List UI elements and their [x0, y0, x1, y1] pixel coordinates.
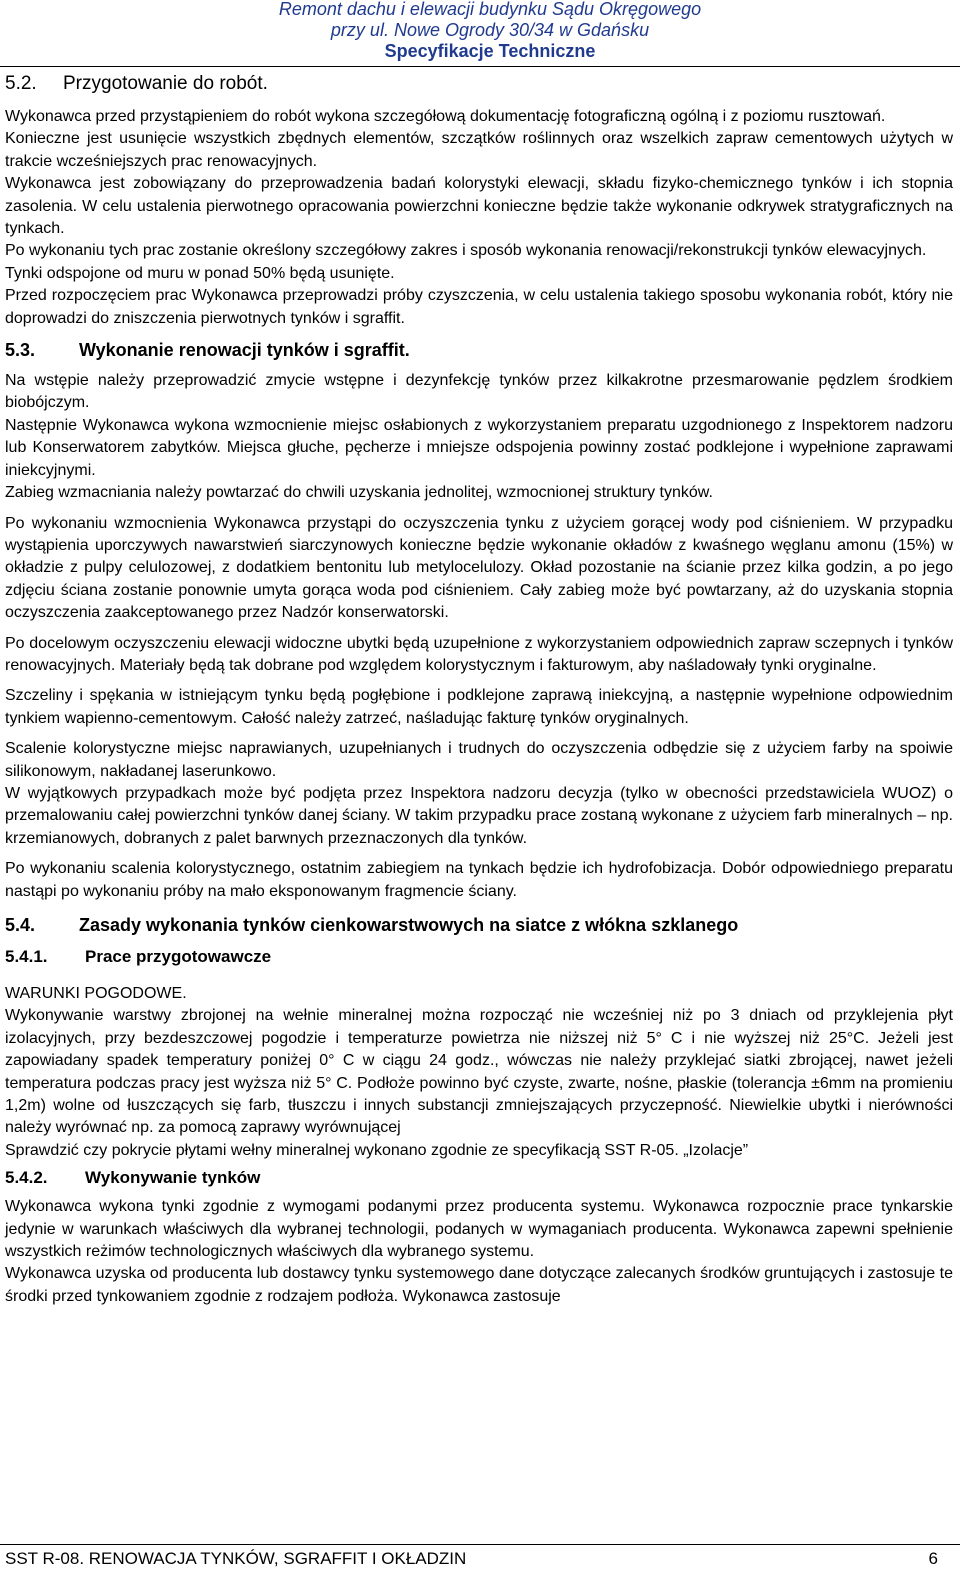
paragraph: Następnie Wykonawca wykona wzmocnienie miejsc osłabionych z wykorzystaniem preparatu uzgodnionego z Inspektorem nadzoru lub Konserwatorem zabytków. Miejsca głuche, pęcherze i mniejsze odspojenia powinny zostać podklejone i wypełnione zaprawami iniekcyjnymi. — [5, 416, 953, 479]
section-heading-5-2 — [5, 72, 953, 96]
page-number: 6 — [928, 1549, 938, 1568]
footer-title: SST R-08. RENOWACJA TYNKÓW, SGRAFFIT I OKŁADZIN — [5, 1549, 467, 1568]
section-title: Zasady wykonania tynków cienkowarstwowych na siatce z włókna szklanego — [79, 915, 739, 935]
section-heading-5-3 — [5, 338, 953, 362]
document-body — [5, 70, 953, 1308]
paragraph: Konieczne jest usunięcie wszystkich zbędnych elementów, szczątków roślinnych oraz wszelkich zapraw cementowych użytych w trakcie wcześniejszych prac renowacyjnych. — [5, 130, 953, 170]
section-heading-5-4-2 — [5, 1166, 953, 1190]
paragraph: Wykonawca przed przystąpieniem do robót wykona szczegółową dokumentację fotograficzną ogólną i z poziomu rusztowań. — [5, 108, 886, 125]
section-number: 5.4.1. — [5, 947, 48, 966]
header-line-3: Specyfikacje Techniczne — [384, 41, 596, 61]
page-header — [0, 0, 960, 67]
paragraph: Po docelowym oczyszczeniu elewacji widoczne ubytki będą uzupełnione z wykorzystaniem odpowiednich zapraw sczepnych i tynków renowacyjnych. Materiały będą tak dobrane pod względem kolorystycznym i fakturowym, aby naśladowały tynki oryginalne. — [5, 634, 953, 674]
paragraph: Wykonawca jest zobowiązany do przeprowadzenia badań kolorystyki elewacji, składu fizyko-chemicznego tynków i ich stopnia zasolenia. W celu ustalenia pierwotnego opracowania powierzchni konieczne będzie także wykonanie odkrywek stratygraficznych na tynkach. — [5, 175, 953, 238]
paragraph: Tynki odspojone od muru w ponad 50% będą usunięte. — [5, 264, 395, 282]
paragraph: Wykonawca uzyska od producenta lub dostawcy tynku systemowego dane dotyczące zalecanych środków gruntujących i zastosuje te środki przed tynkowaniem zgodnie z rodzajem podłoża. Wykonawca zastosuje — [5, 1265, 953, 1305]
section-title: Wykonywanie tynków — [85, 1168, 261, 1188]
section-title: Prace przygotowawcze — [85, 947, 272, 966]
page-footer — [0, 1544, 960, 1575]
section-title: Przygotowanie do robót. — [63, 73, 268, 94]
paragraph: Na wstępie należy przeprowadzić zmycie wstępne i dezynfekcję tynków przez kilkakrotne przesmarowanie pędzlem środkiem biobójczym. — [5, 372, 953, 412]
section-number: 5.4.2. — [5, 1168, 48, 1188]
paragraph: Zabieg wzmacniania należy powtarzać do chwili uzyskania jednolitej, wzmocnionej struktury tynków. — [5, 484, 713, 502]
header-line-1: Remont dachu i elewacji budynku Sądu Okręgowego — [278, 0, 702, 19]
paragraph: Szczeliny i spękania w istniejącym tynku będą pogłębione i podklejone zaprawą iniekcyjną, a następnie wypełnione odpowiednim tynkiem wapienno-cementowym. Całość należy zatrzeć, naśladując fakturę tynków oryginalnych. — [5, 687, 953, 727]
section-number: 5.4. — [5, 915, 36, 935]
section-heading-5-4-1 — [5, 945, 953, 969]
paragraph: Sprawdzić czy pokrycie płytami wełny mineralnej wykonano zgodnie ze specyfikacją SST R-05. „Izolacje” — [5, 1141, 749, 1159]
paragraph: Przed rozpoczęciem prac Wykonawca przeprowadzi próby czyszczenia, w celu ustalenia takiego sposobu wykonania robót, który nie doprowadzi do zniszczenia pierwotnych tynków i sgraffit. — [5, 287, 953, 327]
paragraph: Po wykonaniu wzmocnienia Wykonawca przystąpi do oczyszczenia tynku z użyciem gorącej wody pod ciśnieniem. W przypadku wystąpienia uporczywych nawarstwień siarczynowych konieczne będzie wykonanie okładów z kwaśnego węglanu amonu (15%) w okładzie z pulpy celulozowej, z dodatkiem bentonitu lub metylocelulozy. Okład pozostanie na ścianie przez kilka godzin, a po jego zdjęciu ściana zostanie ponownie umyta gorąca woda pod ciśnieniem. Cały zabieg może być powtarzany, aż do uzyskania stopnia oczyszczenia zaakceptowanego przez Nadzór konserwatorski. — [5, 514, 953, 622]
section-number: 5.3. — [5, 340, 36, 361]
paragraph: Po wykonaniu tych prac zostanie określony szczegółowy zakres i sposób wykonania renowacji/rekonstrukcji tynków elewacyjnych. — [5, 242, 927, 260]
section-heading-5-4 — [5, 913, 953, 937]
paragraph: Scalenie kolorystyczne miejsc naprawianych, uzupełnianych i trudnych do oczyszczenia odbędzie się z użyciem farby na spoiwie silikonowym, nakładanej laserunkowo. — [5, 740, 953, 780]
paragraph: WARUNKI POGODOWE. — [5, 985, 187, 1002]
paragraph: W wyjątkowych przypadkach może być podjęta przez Inspektora nadzoru decyzja (tylko w obecności przedstawiciela WUOZ) o przemalowaniu całej powierzchni tynków danej ściany. W takim przypadku prace zostaną wykonane z użyciem farb mineralnych – np. krzemianowych, dobranych z palet barwnych przeznaczonych dla tynków. — [5, 784, 953, 847]
section-number: 5.2. — [5, 73, 37, 94]
paragraph: Wykonawca wykona tynki zgodnie z wymogami podanymi przez producenta systemu. Wykonawca rozpocznie prace tynkarskie jedynie w warunkach właściwych dla wybranej technologii, podanych w wymaganiach producenta. Wykonawca zapewni spełnienie wszystkich reżimów technologicznych właściwych dla wybranego systemu. — [5, 1198, 953, 1261]
header-line-2: przy ul. Nowe Ogrody 30/34 w Gdańsku — [330, 20, 650, 40]
paragraph: Wykonywanie warstwy zbrojonej na wełnie mineralnej można rozpocząć nie wcześniej niż po 3 dniach od przyklejenia płyt izolacyjnych, przy bezdeszczowej pogodzie i temperaturze powietrza nie niższej niż 5° C i nie wyższej niż 25°C. Jeżeli jest zapowiadany spadek temperatury poniżej 0° C w ciągu 24 godz., wówczas nie należy przyklejać siatki zbrojącej, nawet jeżeli temperatura podczas pracy jest wyższa niż 5° C. Podłoże powinno być czyste, zwarte, nośne, płaskie (tolerancja ±6mm na promieniu 1,2m) wolne od łuszczących się farb, tłuszczu i innych substancji zmniejszających przyczepność. Niewielkie ubytki i nierówności należy wyrównać np. za pomocą zaprawy wyrównującej — [5, 1007, 953, 1137]
section-title: Wykonanie renowacji tynków i sgraffit. — [79, 340, 410, 361]
paragraph: Po wykonaniu scalenia kolorystycznego, ostatnim zabiegiem na tynkach będzie ich hydrofobizacja. Dobór odpowiedniego preparatu nastąpi po wykonaniu próby na mało eksponowanym fragmencie ściany. — [5, 860, 953, 900]
